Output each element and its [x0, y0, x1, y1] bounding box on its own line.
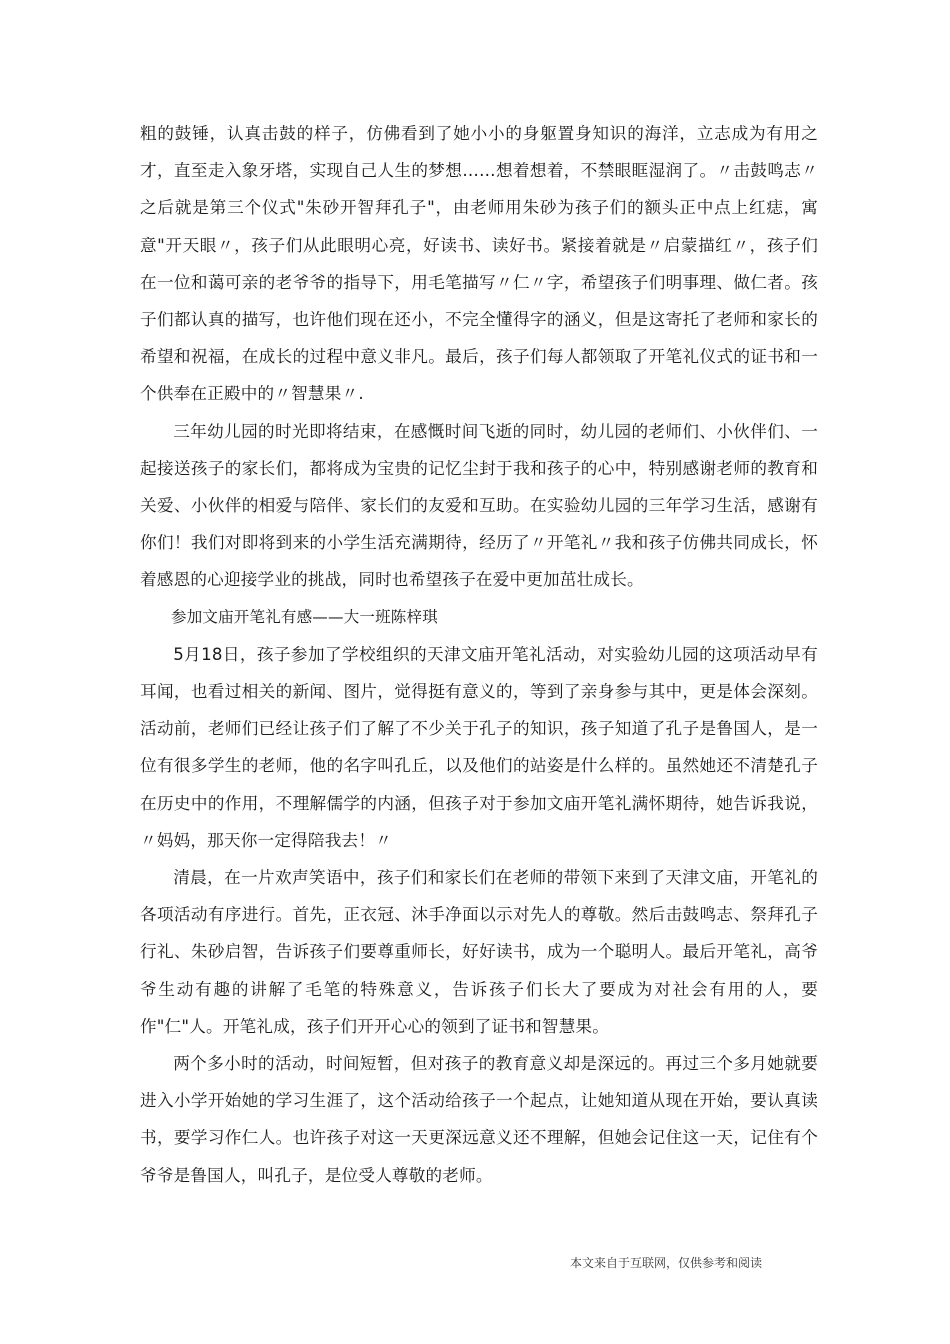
paragraph-may-18-activity: 5月18日，孩子参加了学校组织的天津文庙开笔礼活动，对实验幼儿园的这项活动早有耳闻，也看过相关的新闻、图片，觉得挺有意义的，等到了亲身参与其中，更是体会深刻。活动前，老师们已经让孩子们了解了不少关于孔子的知识，孩子知道了孔子是鲁国人，是一位有很多学生的老师，他的名字叫孔丘，以及他们的站姿是什么样的。虽然她还不清楚孔子在历史中的作用，不理解儒学的内涵，但孩子对于参加文庙开笔礼满怀期待，她告诉我说，〃妈妈，那天你一定得陪我去！〃: [140, 644, 818, 850]
paragraph-ceremony-description: 粗的鼓锤，认真击鼓的样子，仿佛看到了她小小的身躯置身知识的海洋，立志成为有用之才，直至走入象牙塔，实现自己人生的梦想……想着想着，不禁眼眶湿润了。〃击鼓鸣志〃之后就是第三个仪式"朱砂开智拜孔子"，由老师用朱砂为孩子们的额头正中点上红痣，寓意"开天眼〃，孩子们从此眼明心亮，好读书、读好书。紧接着就是〃启蒙描红〃，孩子们在一位和蔼可亲的老爷爷的指导下，用毛笔描写〃仁〃字，希望孩子们明事理、做仁者。孩子们都认真的描写，也许他们现在还小，不完全懂得字的涵义，但是这寄托了老师和家长的希望和祝福，在成长的过程中意义非凡。最后，孩子们每人都领取了开笔礼仪式的证书和一个供奉在正殿中的〃智慧果〃.: [140, 124, 818, 404]
paragraph-conclusion: 两个多小时的活动，时间短暂，但对孩子的教育意义却是深远的。再过三个多月她就要进入小学开始她的学习生涯了，这个活动给孩子一个起点，让她知道从现在开始，要认真读书，要学习作仁人。也许孩子对这一天更深远意义还不理解，但她会记住这一天，记住有个爷爷是鲁国人，叫孔子，是位受人尊敬的老师。: [140, 1054, 818, 1185]
paragraph-morning-ceremony: 清晨，在一片欢声笑语中，孩子们和家长们在老师的带领下来到了天津文庙，开笔礼的各项活动有序进行。首先，正衣冠、沐手净面以示对先人的尊敬。然后击鼓鸣志、祭拜孔子行礼、朱砂启智，告诉孩子们要尊重师长，好好读书，成为一个聪明人。最后开笔礼，高爷爷生动有趣的讲解了毛笔的特殊意义，告诉孩子们长大了要成为对社会有用的人，要作"仁"人。开笔礼成，孩子们开开心心的领到了证书和智慧果。: [140, 868, 818, 1036]
paragraph-kindergarten-reflection: 三年幼儿园的时光即将结束，在感慨时间飞逝的同时，幼儿园的老师们、小伙伴们、一起接送孩子的家长们，都将成为宝贵的记忆尘封于我和孩子的心中，特别感谢老师的教育和关爱、小伙伴的相爱与陪伴、家长们的友爱和互助。在实验幼儿园的三年学习生活，感谢有你们！我们对即将到来的小学生活充满期待，经历了〃开笔礼〃我和孩子仿佛共同成长，怀着感恩的心迎接学业的挑战，同时也希望孩子在爱中更加茁壮成长。: [140, 421, 818, 590]
section-heading: 参加文庙开笔礼有感——大一班陈梓琪: [171, 607, 438, 626]
source-footnote: 本文来自于互联网，仅供参考和阅读: [570, 1256, 763, 1270]
document-body: [140, 115, 818, 1194]
